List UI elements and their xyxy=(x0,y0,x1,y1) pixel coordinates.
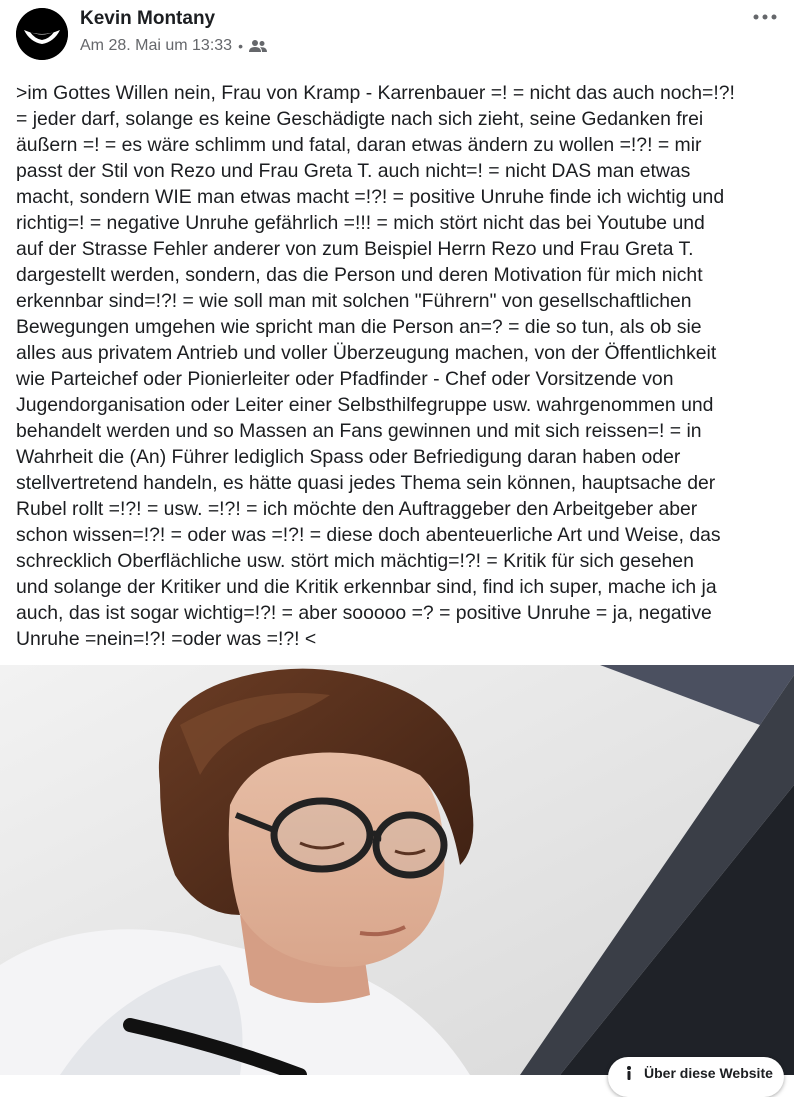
about-website-chip[interactable] xyxy=(608,1057,784,1097)
more-options-icon[interactable] xyxy=(750,6,780,28)
post-timestamp[interactable]: Am 28. Mai um 13:33 xyxy=(80,37,233,54)
friends-icon[interactable] xyxy=(249,39,267,53)
avatar[interactable] xyxy=(16,8,68,60)
post-text: >im Gottes Willen nein, Frau von Kramp - Karrenbauer =! = nicht das auch noch=!?! = jeder darf, solange es keine Geschädigte nach sich zieht, seine Gedanken frei äußern =! = es wäre schlimm und fatal, daran etwas ändern zu wollen =!?! = mir passt der Stil von Rezo und Frau Greta T. auch nicht=! = nicht DAS man etwas macht, sondern WIE man etwas macht =!?! = positive Unruhe finde ich wichtig und richtig=! = negative Unruhe gefährlich =!!! = mich stört nicht das bei Youtube und auf der Strasse Fehler anderer von zum Beispiel Herrn Rezo und Frau Greta T. dargestellt werden, sondern, das die Person und deren Motivation für mich nicht erkennbar sind=!?! = wie soll man mit solchen "Führern" von gesellschaftlichen Bewegungen umgehen wie spricht man die Person an=? = die so tun, als ob sie alles aus privatem Antrieb und voller Überzeugung machen, von der Öffentlichkeit wie Parteichef oder Pionierleiter oder Pfadfinder - Chef oder Vorsitzende von Jugendorganisation oder Leiter einer Selbsthilfegruppe usw. wahrgenommen und behandelt werden und so Massen an Fans gewinnen und mit sich reissen=! = in Wahrheit die (An) Führer lediglich Spass oder Befriedigung daran haben oder stellvertretend handeln, es hätte quasi jedes Thema sein können, hauptsache der Rubel rollt =!?! = usw. =!?! = ich möchte den Auftraggeber den Arbeitgeber aber schon wissen=!?! = oder was =!?! = diese doch abenteuerliche Art und Weise, das schrecklich Oberflächliche usw. stört mich mächtig=!?! = Kritik für sich gesehen und solange der Kritiker und die Kritik erkennbar sind, find ich super, mache ich ja auch, das ist sogar wichtig=!?! = aber sooooo =? = positive Unruhe = ja, negative Unruhe =nein=!?! =oder was =!?! < xyxy=(16,82,735,650)
post-header xyxy=(0,0,794,66)
post-meta xyxy=(80,37,267,55)
about-website-label: Über diese Website xyxy=(644,1065,773,1081)
post-photo[interactable] xyxy=(0,665,794,1075)
woman-with-glasses-photo xyxy=(0,665,794,1075)
author-name[interactable]: Kevin Montany xyxy=(80,8,216,29)
info-icon xyxy=(622,1065,636,1081)
avatar-logo-icon xyxy=(16,8,68,60)
meta-separator: • xyxy=(238,38,243,54)
